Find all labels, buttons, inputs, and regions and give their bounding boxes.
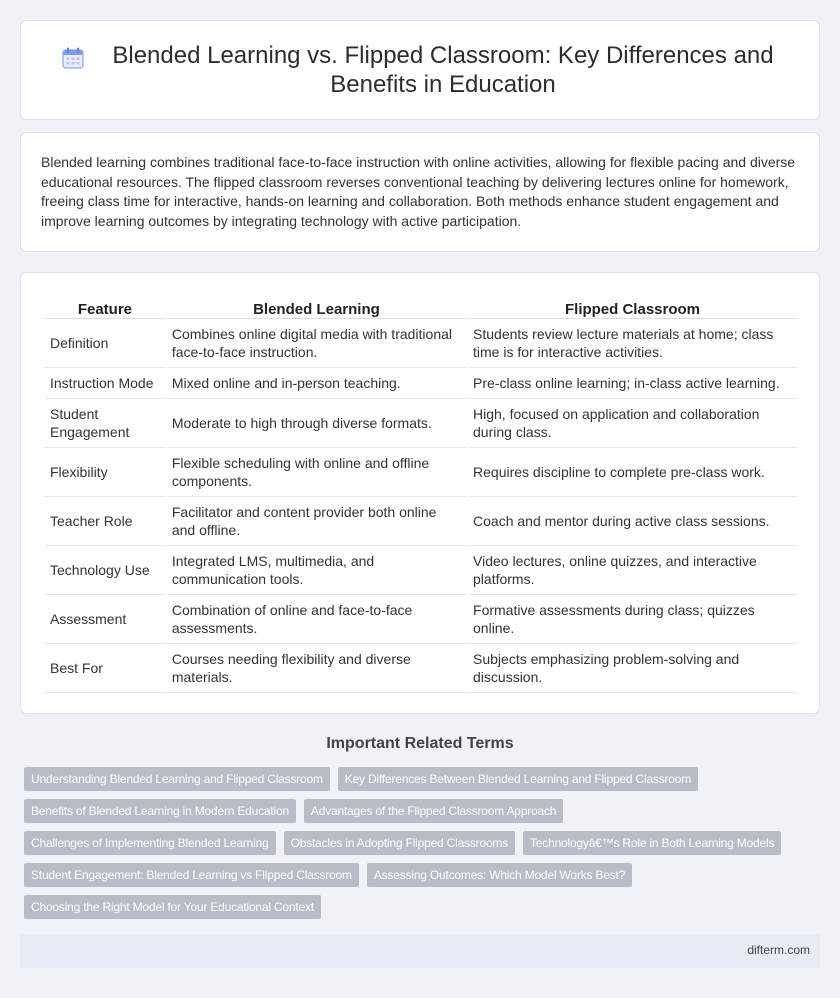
table-row	[45, 448, 797, 497]
row-feature: Flexibility	[45, 448, 165, 497]
related-term-link[interactable]: Advantages of the Flipped Classroom Approach	[304, 799, 563, 823]
row-flipped: Requires discipline to complete pre-class work.	[468, 448, 797, 497]
related-term-link[interactable]: Key Differences Between Blended Learning and Flipped Classroom	[338, 767, 698, 791]
row-feature: Definition	[45, 319, 165, 368]
intro-card	[20, 132, 820, 252]
related-term-link[interactable]: Assessing Outcomes: Which Model Works Best?	[367, 863, 632, 887]
row-blended: Courses needing flexibility and diverse materials.	[167, 644, 466, 693]
row-blended: Flexible scheduling with online and offline components.	[167, 448, 466, 497]
table-row	[45, 644, 797, 693]
header-flipped-classroom: Flipped Classroom	[468, 295, 797, 319]
row-flipped: High, focused on application and collaboration during class.	[468, 399, 797, 448]
header-feature: Feature	[45, 295, 165, 319]
row-flipped: Subjects emphasizing problem-solving and discussion.	[468, 644, 797, 693]
related-term-link[interactable]: Obstacles in Adopting Flipped Classrooms	[284, 831, 515, 855]
row-feature: Instruction Mode	[45, 368, 165, 399]
related-term-link[interactable]: Choosing the Right Model for Your Educational Context	[24, 895, 321, 919]
related-term-link[interactable]: Benefits of Blended Learning in Modern Education	[24, 799, 296, 823]
row-blended: Facilitator and content provider both online and offline.	[167, 497, 466, 546]
page-title: Blended Learning vs. Flipped Classroom: Key Differences and Benefits in Education	[112, 42, 774, 98]
row-flipped: Video lectures, online quizzes, and interactive platforms.	[468, 546, 797, 595]
row-feature: Student Engagement	[45, 399, 165, 448]
row-feature: Best For	[45, 644, 165, 693]
row-flipped: Coach and mentor during active class sessions.	[468, 497, 797, 546]
table-row	[45, 595, 797, 644]
related-term-link[interactable]: Technologyâ€™s Role in Both Learning Models	[523, 831, 781, 855]
row-feature: Assessment	[45, 595, 165, 644]
comparison-table-card	[20, 272, 820, 714]
footer	[20, 934, 820, 968]
header	[61, 41, 779, 99]
header-blended-learning: Blended Learning	[167, 295, 466, 319]
row-blended: Moderate to high through diverse formats.	[167, 399, 466, 448]
intro-paragraph: Blended learning combines traditional face-to-face instruction with online activities, allowing for flexible pacing and diverse educational resources. The flipped classroom reverses conventional teaching by delivering lectures online for homework, freeing class time for interactive, hands-on learning and collaboration. Both methods enhance student engagement and improve learning outcomes by integrating technology with active participation.	[41, 154, 796, 229]
row-feature: Technology Use	[45, 546, 165, 595]
table-row	[45, 399, 797, 448]
related-term-link[interactable]: Student Engagement: Blended Learning vs Flipped Classroom	[24, 863, 359, 887]
table-row	[45, 368, 797, 399]
related-term-link[interactable]: Understanding Blended Learning and Flipped Classroom	[24, 767, 330, 791]
table-row	[45, 319, 797, 368]
row-flipped: Formative assessments during class; quizzes online.	[468, 595, 797, 644]
row-blended: Integrated LMS, multimedia, and communication tools.	[167, 546, 466, 595]
related-terms-title: Important Related Terms	[326, 735, 514, 752]
related-terms-list	[24, 767, 820, 919]
row-blended: Mixed online and in-person teaching.	[167, 368, 466, 399]
footer-brand[interactable]: difterm.com	[747, 943, 810, 957]
row-flipped: Students review lecture materials at home; class time is for interactive activities.	[468, 319, 797, 368]
row-flipped: Pre-class online learning; in-class active learning.	[468, 368, 797, 399]
table-row	[45, 546, 797, 595]
header-card	[20, 20, 820, 120]
row-blended: Combines online digital media with traditional face-to-face instruction.	[167, 319, 466, 368]
table-row	[45, 497, 797, 546]
comparison-table	[43, 295, 799, 693]
calendar-icon	[61, 46, 85, 70]
row-feature: Teacher Role	[45, 497, 165, 546]
table-header-row	[45, 295, 797, 319]
row-blended: Combination of online and face-to-face assessments.	[167, 595, 466, 644]
related-term-link[interactable]: Challenges of Implementing Blended Learning	[24, 831, 276, 855]
